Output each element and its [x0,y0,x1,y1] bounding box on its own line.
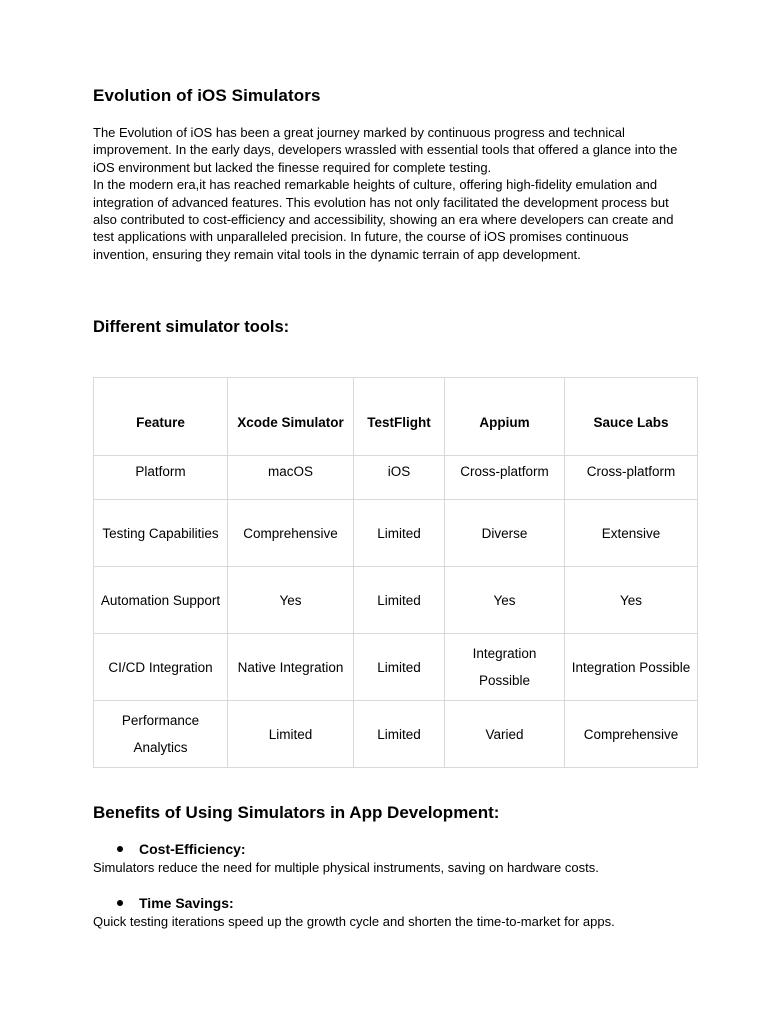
table-cell: Testing Capabilities [94,500,228,567]
table-header-cell: Appium [445,378,565,456]
intro-text [93,124,683,263]
bullet-icon [117,846,123,852]
table-cell: Limited [354,634,445,701]
table-row [94,634,698,701]
table-header-row [94,378,698,456]
table-row [94,456,698,500]
table-cell: Varied [445,701,565,768]
benefit-title-row [117,840,693,858]
table-cell: iOS [354,456,445,500]
bullet-icon [117,900,123,906]
table-cell: Comprehensive [228,500,354,567]
table-cell: macOS [228,456,354,500]
table-cell: Yes [445,567,565,634]
table-row [94,500,698,567]
table-cell: Performance Analytics [94,701,228,768]
table-cell: Limited [228,701,354,768]
benefit-description: Simulators reduce the need for multiple physical instruments, saving on hardware costs. [93,860,599,875]
table-cell: Platform [94,456,228,500]
table-row [94,567,698,634]
table-cell: Limited [354,567,445,634]
table-cell: Cross-platform [565,456,698,500]
table-cell: Automation Support [94,567,228,634]
benefit-item [93,894,693,930]
intro-paragraph: In the modern era,it has reached remarkable heights of culture, offering high-fidelity emulation and integration of advanced features. This evolution has not only facilitated the development process but also contributed to cost-efficiency and accessibility, showing an era where developers can create and test applications with unparalleled precision. In future, the course of iOS promises continuous invention, ensuring they remain vital tools in the dynamic terrain of app development. [93,177,674,262]
table-cell: Limited [354,500,445,567]
benefit-title-row [117,894,693,912]
table-cell: Integration Possible [565,634,698,701]
table-header-cell: Feature [94,378,228,456]
benefit-item [93,840,693,876]
table-row [94,701,698,768]
table-header-cell: TestFlight [354,378,445,456]
table-cell: Comprehensive [565,701,698,768]
table-cell: Integration Possible [445,634,565,701]
table-cell: Limited [354,701,445,768]
benefits-section-heading: Benefits of Using Simulators in App Development: [93,803,500,822]
page-title: Evolution of iOS Simulators [93,86,321,105]
tools-section-heading: Different simulator tools: [93,318,290,336]
table-cell: Yes [565,567,698,634]
table-header-cell: Xcode Simulator [228,378,354,456]
benefit-description: Quick testing iterations speed up the growth cycle and shorten the time-to-market for apps. [93,914,615,929]
table-cell: Diverse [445,500,565,567]
table-cell: Cross-platform [445,456,565,500]
table-cell: CI/CD Integration [94,634,228,701]
table-header-cell: Sauce Labs [565,378,698,456]
simulator-comparison-table [93,377,698,768]
intro-paragraph: The Evolution of iOS has been a great journey marked by continuous progress and technical improvement. In the early days, developers wrassled with essential tools that offered a glance into the iOS environment but lacked the finesse required for complete testing. [93,125,678,175]
benefit-title: Cost-Efficiency: [139,841,246,857]
benefit-title: Time Savings: [139,895,234,911]
table-cell: Native Integration [228,634,354,701]
table-cell: Extensive [565,500,698,567]
table-cell: Yes [228,567,354,634]
